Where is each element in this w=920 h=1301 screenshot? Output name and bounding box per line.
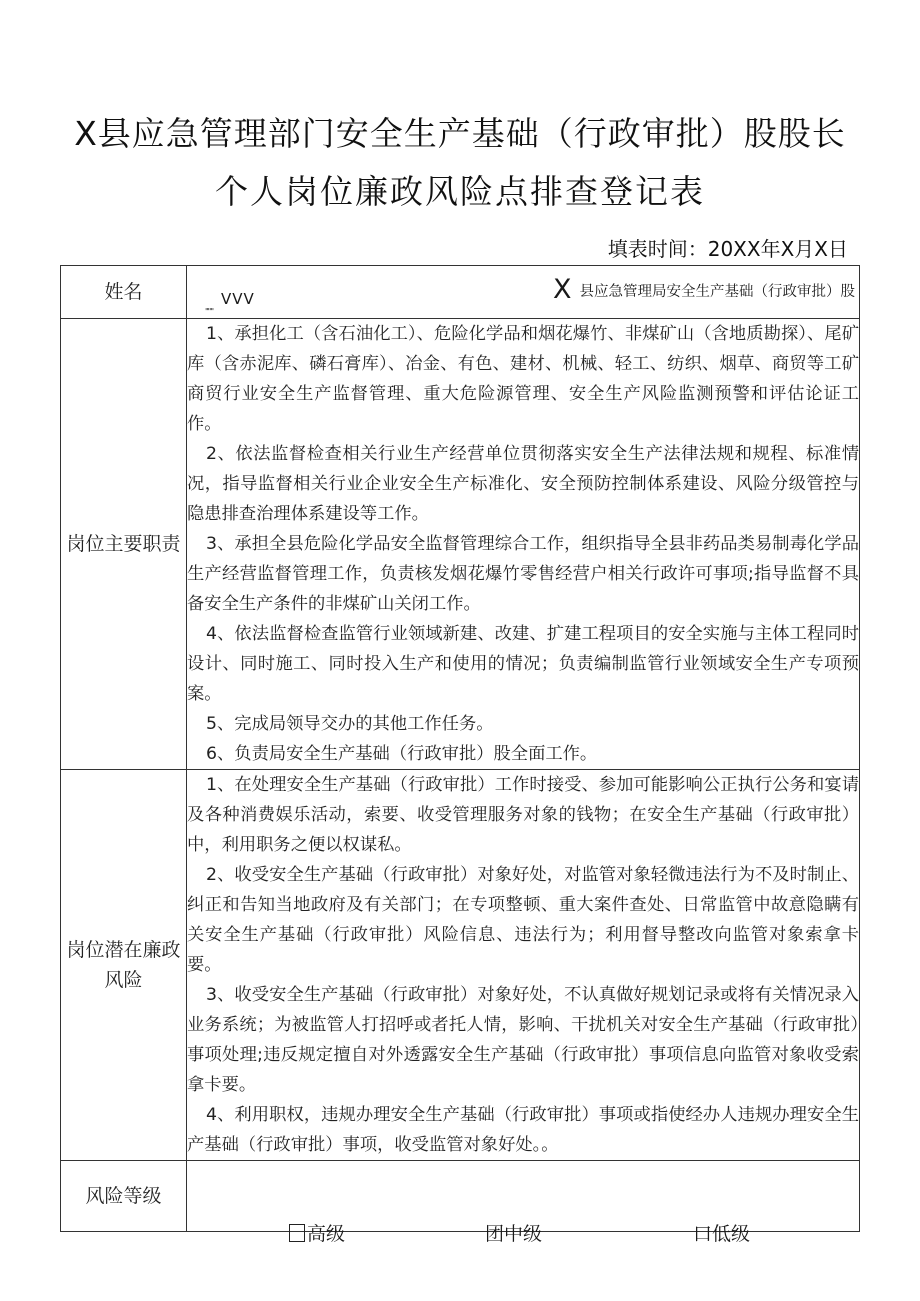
name-label: 姓名 [61,266,187,319]
risks-content [187,770,860,1161]
level-options [187,1161,860,1245]
duty-item: 2、依法监督检查相关行业生产经营单位贯彻落实安全生产法律法规和规程、标准情况，指导监督相关行业企业安全生产标准化、安全预防控制体系建设、风险分级管控与隐患排查治理体系建设等工作。 [187,444,859,524]
risks-row [61,770,860,1161]
duty-item: 3、承担全县危险化学品安全监督管理综合工作，组织指导全县非药品类易制毒化学品生产经营监督管理工作，负责核发烟花爆竹零售经营户相关行政许可事项;指导监督不具备安全生产条件的非煤矿山关闭工作。 [187,534,859,614]
fill-date: 填表时间：20XX年X月X日 [607,237,848,261]
page-title-line2: 个人岗位廉政风险点排查登记表 [215,172,705,211]
registration-table [60,265,860,1245]
risk-item: 1、在处理安全生产基础（行政审批）工作时接受、参加可能影响公正执行公务和宴请及各种消费娱乐活动，索要、收受管理服务对象的钱物；在安全生产基础（行政审批）中，利用职务之便以权谋私。 [187,775,859,855]
duty-item: 1、承担化工（含石油化工）、危险化学品和烟花爆竹、非煤矿山（含地质勘探）、尾矿库（含赤泥库、磷石膏库）、冶金、有色、建材、机械、轻工、纺织、烟草、商贸等工矿商贸行业安全生产监督管理、重大危险源管理、安全生产风险监测预警和评估论证工作。 [187,324,859,434]
page-title-line1: X县应急管理部门安全生产基础（行政审批）股股长 [74,114,846,153]
duty-item: 4、依法监督检查监管行业领域新建、改建、扩建工程项目的安全实施与主体工程同时设计、同时施工、同时投入生产和使用的情况；负责编制监管行业领域安全生产专项预案。 [187,624,859,704]
level-mid-option[interactable] [485,1219,542,1246]
level-high-option[interactable] [289,1219,345,1246]
duties-content [187,319,860,770]
level-label: 风险等级 [61,1161,187,1232]
department-text: 县应急管理局安全生产基础（行政审批）股 [579,284,855,300]
department-prefix: X [553,274,572,305]
level-low-text: 口低级 [693,1223,751,1245]
level-high-text: 高级 [307,1223,346,1245]
duties-label: 岗位主要职责 [61,319,187,770]
level-low-option[interactable] [693,1219,750,1246]
duty-item: 5、完成局领导交办的其他工作任务。 [206,714,494,734]
risk-item: 2、收受安全生产基础（行政审批）对象好处，对监管对象轻微违法行为不及时制止、纠正和告知当地政府及有关部门；在专项整顿、重大案件查处、日常监管中故意隐瞒有关安全生产基础（行政审批）风险信息、违法行为；利用督导整改向监管对象索拿卡要。 [187,865,859,975]
duties-row [61,319,860,770]
duty-item: 6、负责局安全生产基础（行政审批）股全面工作。 [206,744,598,764]
risk-item: 4、利用职权，违规办理安全生产基础（行政审批）事项或指使经办人违规办理安全生产基础（行政审批）事项，收受监管对象好处。。 [187,1105,859,1155]
name-value: VVV [221,290,255,308]
name-row [61,266,860,319]
level-row [61,1161,860,1232]
checkbox-empty-icon [289,1224,305,1242]
department-value [553,274,855,305]
level-mid-text: 团中级 [485,1223,543,1245]
risks-label: 岗位潜在廉政风险 [61,770,187,1161]
name-cell [187,266,860,319]
marks: """ [205,307,214,316]
risk-item: 3、收受安全生产基础（行政审批）对象好处，不认真做好规划记录或将有关情况录入业务系统；为被监管人打招呼或者托人情，影响、干扰机关对安全生产基础（行政审批）事项处理;违反规定擅自对外透露安全生产基础（行政审批）事项信息向监管对象收受索拿卡要。 [187,985,859,1095]
